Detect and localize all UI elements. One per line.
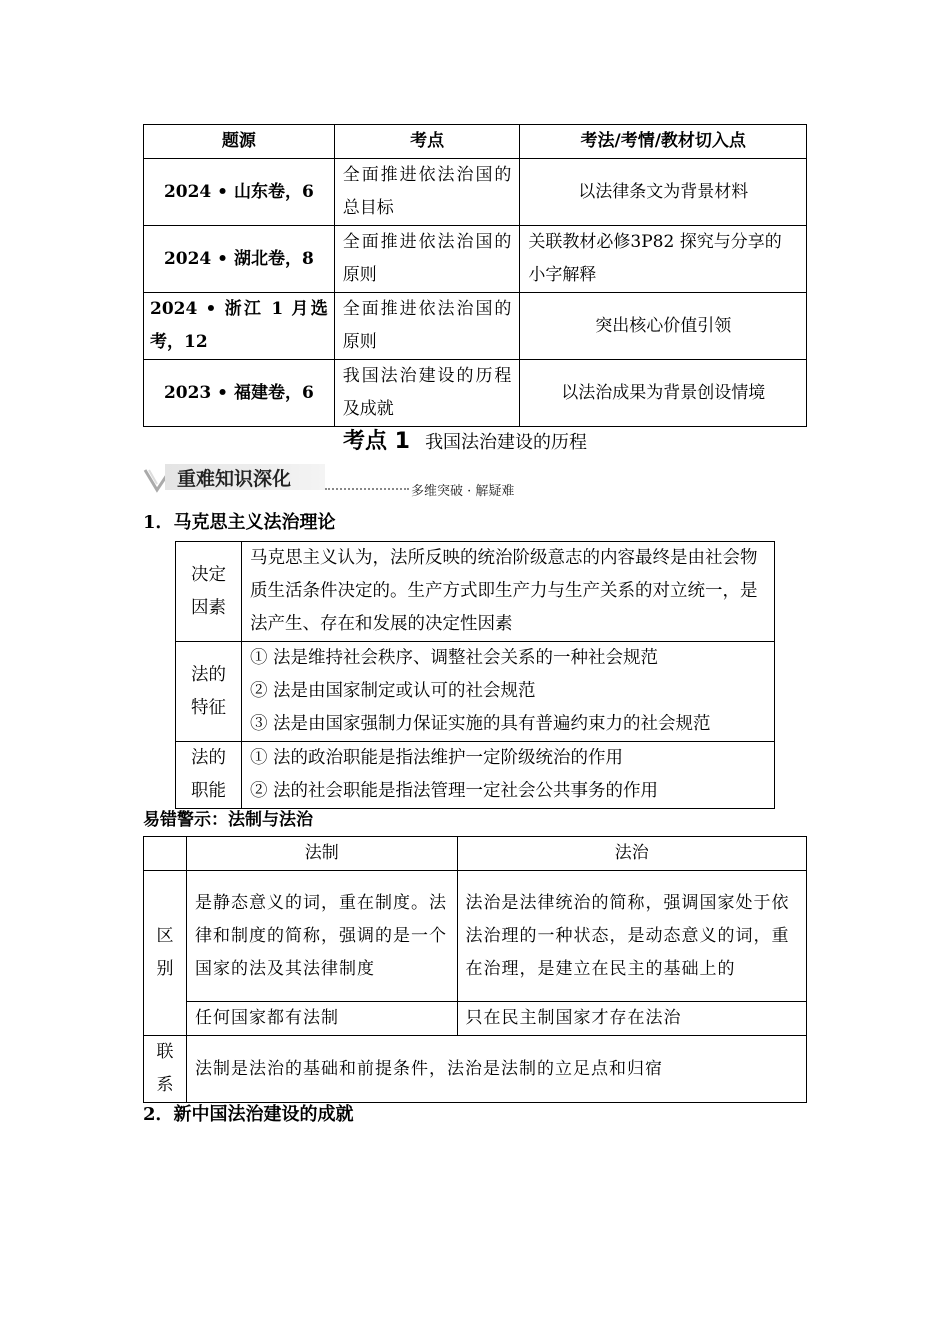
marxist-law-table: [175, 541, 775, 809]
row-content: [241, 742, 774, 809]
kaodian-title: 我国法治建设的历程: [425, 432, 588, 453]
empty-corner: [144, 837, 187, 871]
header-fazhi-rule: 法治: [457, 837, 806, 871]
diff-fazhi-rule-2: 只在民主制国家才存在法治: [457, 1002, 806, 1036]
table-header-row: [144, 837, 807, 871]
table-row: [144, 871, 807, 1002]
list-item: ① 法的政治职能是指法维护一定阶级统治的作用: [249, 748, 624, 768]
table-row: [176, 742, 775, 809]
link-text: 法制是法治的基础和前提条件，法治是法制的立足点和归宿: [186, 1036, 806, 1103]
row-label: 法的职能: [176, 742, 242, 809]
kaodian-label: 考点 1: [343, 429, 410, 454]
banner-title: 重难知识深化: [177, 468, 292, 490]
table-row: [144, 226, 807, 293]
table-row: [144, 1002, 807, 1036]
table-row: [144, 159, 807, 226]
fazhi-comparison-table: [143, 836, 807, 1103]
header-fazhi-system: 法制: [186, 837, 457, 871]
row-source: 2024 • 山东卷，6: [144, 159, 335, 226]
section-banner: [143, 458, 543, 498]
banner-tag: 多维突破 · 解疑难: [411, 484, 515, 499]
list-item: ① 法是维持社会秩序、调整社会关系的一种社会规范: [249, 648, 659, 668]
link-label: 联系: [144, 1036, 187, 1103]
row-point: 全面推进依法治国的原则: [334, 226, 520, 293]
diff-fazhi-system-2: 任何国家都有法制: [186, 1002, 457, 1036]
exam-source-table: [143, 124, 807, 427]
table-row: [144, 1036, 807, 1103]
row-point: 全面推进依法治国的原则: [334, 293, 520, 360]
row-angle: 突出核心价值引领: [520, 293, 807, 360]
warning-heading: 易错警示：法制与法治: [143, 810, 313, 830]
header-source: 题源: [144, 125, 335, 159]
row-label: 法的特征: [176, 642, 242, 742]
header-point: 考点: [334, 125, 520, 159]
section1-heading: 1．马克思主义法治理论: [143, 512, 336, 533]
diff-fazhi-rule: 法治是法律统治的简称，强调国家处于依法治理的一种状态，是动态意义的词，重在治理，是建立在民主的基础上的: [457, 871, 806, 1002]
banner-dotted-line: [325, 488, 409, 490]
section2-heading: 2．新中国法治建设的成就: [143, 1104, 354, 1125]
row-source: 2024 • 湖北卷，8: [144, 226, 335, 293]
list-item: ③ 法是由国家强制力保证实施的具有普遍约束力的社会规范: [249, 714, 711, 734]
list-item: ② 法的社会职能是指法管理一定社会公共事务的作用: [249, 781, 659, 801]
header-angle: 考法/考情/教材切入点: [520, 125, 807, 159]
diff-label: 区别: [144, 871, 187, 1036]
list-item: ② 法是由国家制定或认可的社会规范: [249, 681, 536, 701]
table-header-row: [144, 125, 807, 159]
table-row: [144, 293, 807, 360]
row-source: 2024 • 浙江 1 月选考，12: [144, 293, 335, 360]
table-row: [176, 642, 775, 742]
row-angle: 关联教材必修3P82 探究与分享的小字解释: [520, 226, 807, 293]
kaodian-heading: [343, 424, 587, 454]
row-content: 马克思主义认为，法所反映的统治阶级意志的内容最终是由社会物质生活条件决定的。生产方式即生产力与生产关系的对立统一，是法产生、存在和发展的决定性因素: [241, 542, 774, 642]
row-source: 2023 • 福建卷，6: [144, 360, 335, 427]
table-row: [176, 542, 775, 642]
row-point: 我国法治建设的历程及成就: [334, 360, 520, 427]
row-label: 决定因素: [176, 542, 242, 642]
table-row: [144, 360, 807, 427]
row-content: [241, 642, 774, 742]
row-angle: 以法治成果为背景创设情境: [520, 360, 807, 427]
row-angle: 以法律条文为背景材料: [520, 159, 807, 226]
row-point: 全面推进依法治国的总目标: [334, 159, 520, 226]
diff-fazhi-system: 是静态意义的词，重在制度。法律和制度的简称，强调的是一个国家的法及其法律制度: [186, 871, 457, 1002]
